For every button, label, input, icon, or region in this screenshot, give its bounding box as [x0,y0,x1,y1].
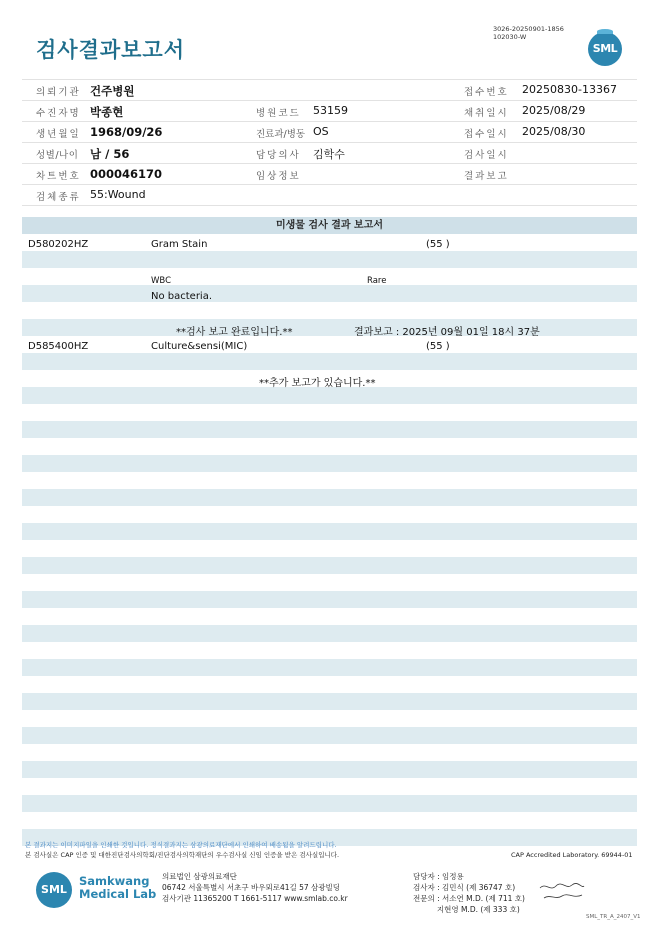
brand-line1: Samkwang [79,874,150,888]
cap-accreditation: CAP Accredited Laboratory. 69944-01 [511,851,633,859]
label-receipt-date: 접수일시 [464,129,509,140]
address-line: 06742 서울특별시 서초구 바우뫼로41길 57 삼광빌딩 [162,883,341,892]
staff-manager: 담당자 : 임정용 [413,872,464,881]
report-time: 결과보고 : 2025년 09월 01일 18시 37분 [354,327,540,338]
label-result-report: 결과보고 [464,171,509,182]
brand-line2: Medical Lab [79,887,157,901]
footer-notice-cap: 본 검사실은 CAP 인증 및 대한진단검사의학회/진단검사의학재단의 우수검사실 신임 인증을 받은 검사실입니다. [25,851,340,859]
results-section-title: 미생물 검사 결과 보고서 [22,217,637,234]
test2-specimen: (55 ) [426,341,450,352]
stripe [22,251,637,268]
value-chart-number: 000046170 [90,167,163,181]
label-doctor: 담당의사 [256,150,301,161]
sml-logo [588,32,622,66]
stripe [22,319,637,336]
label-chart-number: 차트번호 [36,171,81,182]
label-patient-name: 수진자명 [36,108,81,119]
stripe [22,557,637,574]
report-title: 검사결과보고서 [36,38,186,62]
value-patient-name: 박종현 [90,105,124,119]
label-test-date: 검사일시 [464,150,509,161]
report-code-line2: 102030-W [493,33,527,41]
info-row [22,122,637,143]
bacteria-note: No bacteria. [151,291,213,302]
stripe [22,455,637,472]
samkwang-logo-text: SML [41,883,67,896]
test1-name: Gram Stain [151,239,208,250]
stripe [22,693,637,710]
value-doctor: 김학수 [313,148,345,161]
value-department: OS [313,125,329,138]
sml-logo-text: SML [592,42,618,55]
label-department: 진료과/병동 [256,129,306,140]
info-row [22,101,637,122]
value-sex-age: 남 / 56 [90,147,130,161]
label-specimen-type: 검체종류 [36,192,81,203]
label-requesting-hospital: 의뢰기관 [36,87,81,98]
stripe [22,659,637,676]
staff-specialist1: 전문의 : 서소연 M.D. (제 711 호) [413,894,525,903]
info-row [22,79,637,101]
label-birth-date: 생년월일 [36,129,81,140]
value-receipt-date: 2025/08/30 [522,125,586,138]
label-collection-date: 채취일시 [464,108,509,119]
test1-code: D580202HZ [28,239,89,250]
footer-notice-image: 본 결과지는 이미지파일을 인쇄한 것입니다. 정식결과지는 삼광의료재단에서 인쇄하여 배송됨을 알려드립니다. [25,841,337,849]
stripe [22,421,637,438]
stripe [22,625,637,642]
signature-image [538,880,586,902]
staff-tester: 검사자 : 김민식 (제 36747 호) [413,883,516,892]
more-note: **추가 보고가 있습니다.** [259,378,376,389]
phone-line: 검사기관 11365200 T 1661-5117 www.smlab.co.kr [162,894,348,903]
stripe [22,285,637,302]
stripe [22,591,637,608]
test2-name: Culture&sensi(MIC) [151,341,248,352]
value-accession-number: 20250830-13367 [522,83,617,96]
test2-code: D585400HZ [28,341,89,352]
stripe [22,353,637,370]
lab-address [162,871,348,904]
info-row [22,185,637,206]
label-accession-number: 접수번호 [464,87,509,98]
value-hospital-code: 53159 [313,104,348,117]
stripe [22,523,637,540]
complete-note: **검사 보고 완료입니다.** [176,327,293,338]
stripe [22,489,637,506]
form-version: SML_TR_A_2407_V1 [586,914,641,920]
stripe [22,795,637,812]
stripe [22,761,637,778]
label-sex-age: 성별/나이 [36,150,79,161]
wbc-value: Rare [367,276,387,286]
stripe [22,727,637,744]
value-collection-date: 2025/08/29 [522,104,586,117]
report-code-line1: 3026-20250901-1856 [493,25,564,33]
patient-info-table [22,79,637,206]
org-name: 의료법인 삼광의료재단 [162,872,237,881]
wbc-label: WBC [151,276,172,286]
brand-name [79,875,156,901]
report-code [493,25,564,41]
samkwang-logo [36,872,72,908]
label-hospital-code: 병원코드 [256,108,301,119]
value-birth-date: 1968/09/26 [90,125,163,139]
value-specimen-type: 55:Wound [90,188,146,201]
info-row [22,164,637,185]
info-row [22,143,637,164]
staff-list [413,871,525,915]
test1-specimen: (55 ) [426,239,450,250]
staff-specialist2: 지현영 M.D. (제 333 호) [413,905,520,914]
stripe [22,387,637,404]
value-requesting-hospital: 건주병원 [90,84,135,98]
label-clinical-info: 임상정보 [256,171,301,182]
